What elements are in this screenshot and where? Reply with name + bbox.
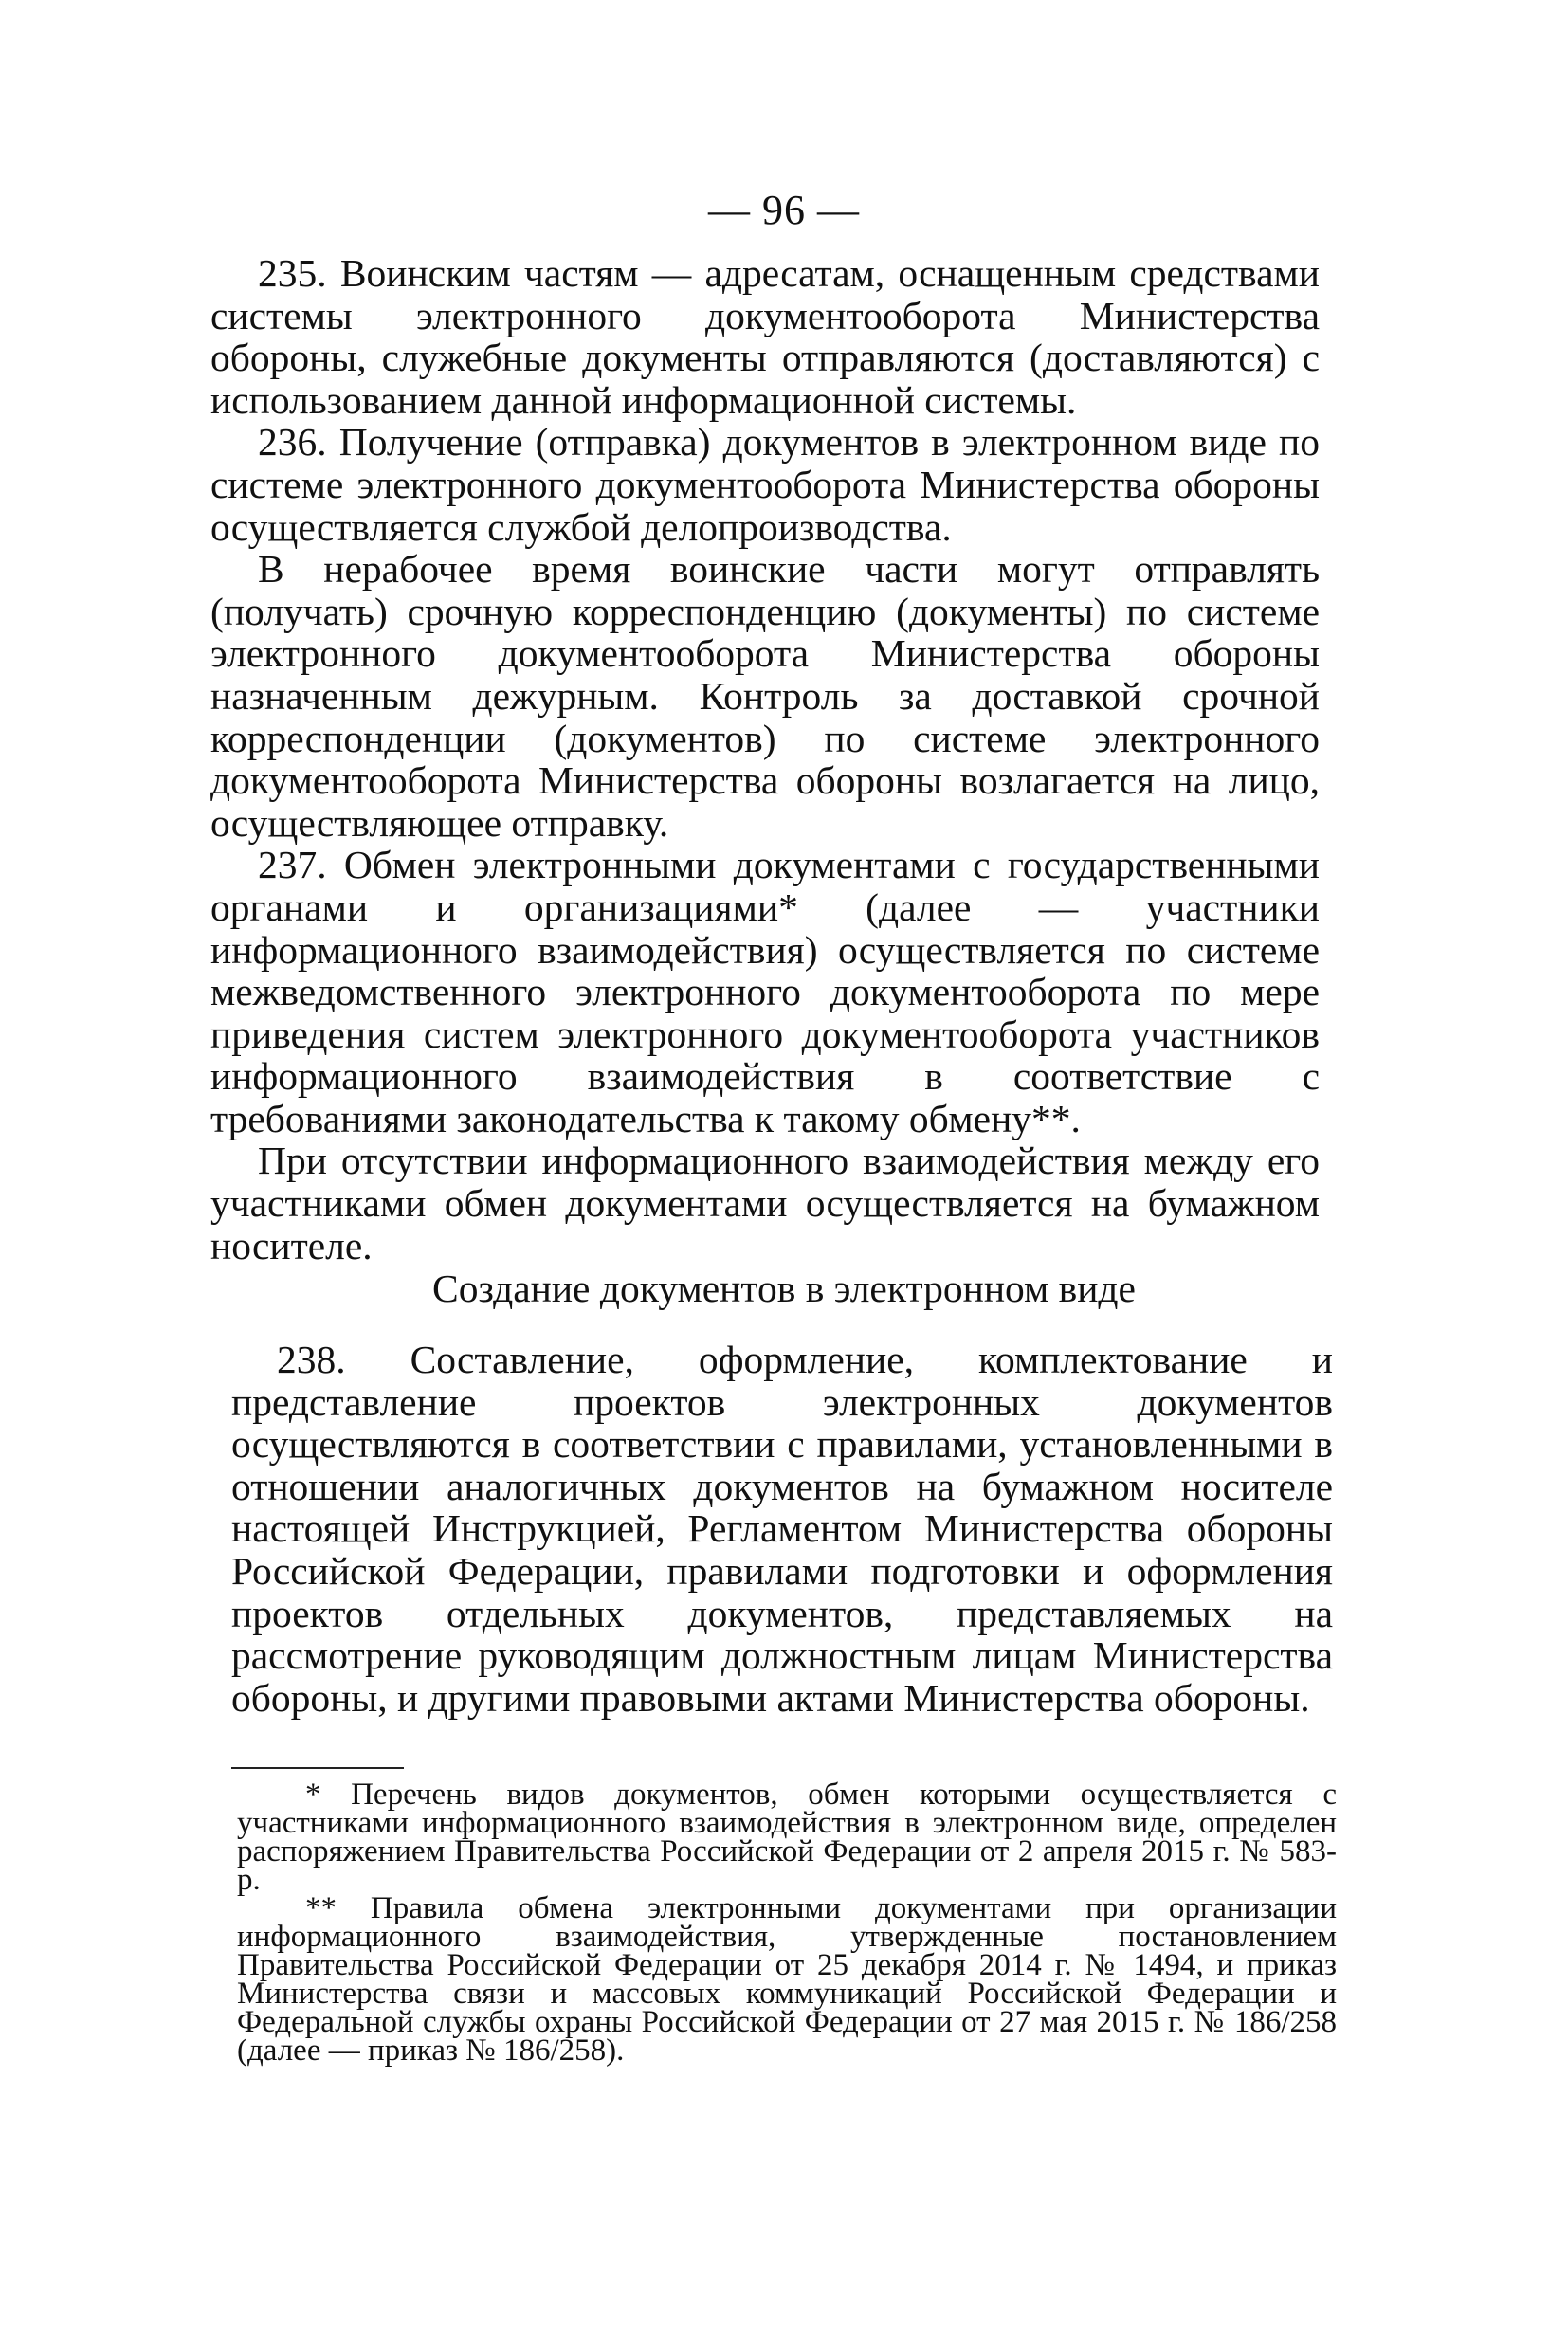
paragraph-236: 236. Получение (отправка) документов в электронном виде по системе электронного документооборота Министерства обороны осуществляется службой делопроизводства. [210, 420, 1320, 549]
section-text-block [231, 1339, 1333, 1719]
footnote-2: ** Правила обмена электронными документами при организации информационного взаимодействия, утвержденные постановлением Правительства Российской Федерации от 25 декабря 2014 г. № 1494, и приказ Министерства связи и массовых коммуникаций Российской Федерации и Федеральной службы охраны Российской Федерации от 27 мая 2015 г. № 186/258 (далее — приказ № 186/258). [237, 1891, 1337, 2068]
main-text-block [210, 252, 1320, 1267]
paragraph-237: 237. Обмен электронными документами с государственными органами и организациями* (далее — участники информационного взаимодействия) осуществляется по системе межведомственного электронного документооборота по мере приведения систем электронного документооборота участников информационного взаимодействия в соответствие с требованиями законодательства к такому обмену**. [210, 843, 1320, 1140]
footnote-divider [231, 1767, 404, 1769]
paragraph-235: 235. Воинским частям — адресатам, оснащенным средствами системы электронного документооборота Министерства обороны, служебные документы отправляются (доставляются) с использованием данной информационной системы. [210, 251, 1320, 422]
footnote-1: * Перечень видов документов, обмен которыми осуществляется с участниками информационного взаимодействия в электронном виде, определен распоряжением Правительства Российской Федерации от 2 апреля 2015 г. № 583-р. [237, 1778, 1337, 1897]
section-heading: Создание документов в электронном виде [432, 1267, 1136, 1310]
paragraph-236-continued: В нерабочее время воинские части могут отправлять (получать) срочную корреспонденцию (документы) по системе электронного документооборота Министерства обороны назначенным дежурным. Контроль за доставкой срочной корреспонденции (документов) по системе электронного документооборота Министерства обороны возлагается на лицо, осуществляющее отправку. [210, 547, 1320, 845]
footnotes-block [237, 1778, 1337, 2068]
paragraph-237-continued: При отсутствии информационного взаимодействия между его участниками обмен документами осуществляется на бумажном носителе. [210, 1139, 1320, 1267]
page-number: — 96 — [708, 187, 860, 233]
paragraph-238: 238. Составление, оформление, комплектование и представление проектов электронных документов осуществляются в соответствии с правилами, установленными в отношении аналогичных документов на бумажном носителе настоящей Инструкцией, Регламентом Министерства обороны Российской Федерации, правилами подготовки и оформления проектов отдельных документов, представляемых на рассмотрение руководящим должностным лицам Министерства обороны, и другими правовыми актами Министерства обороны. [231, 1338, 1333, 1720]
